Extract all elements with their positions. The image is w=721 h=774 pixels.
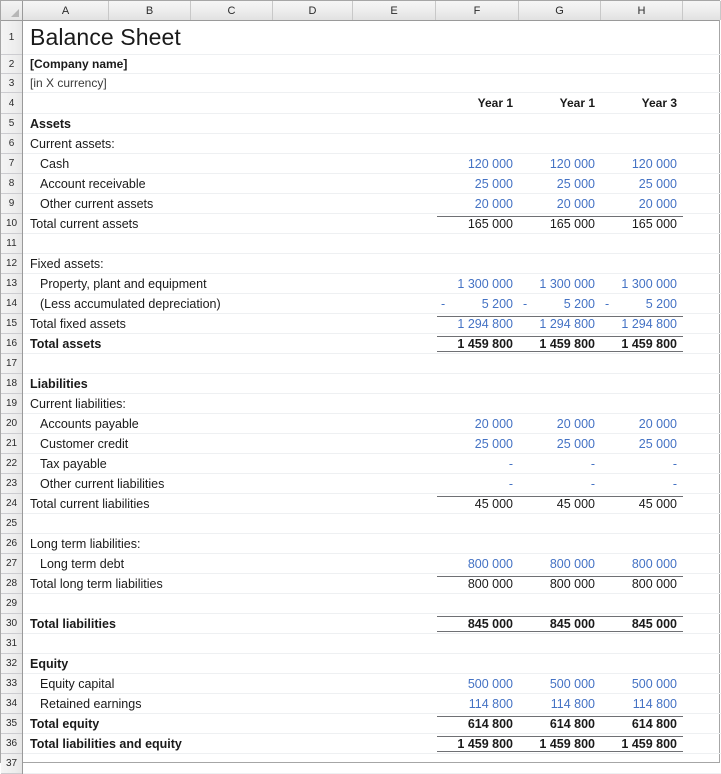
- row-label[interactable]: Retained earnings: [40, 696, 142, 711]
- cell-value[interactable]: 1 300 000: [457, 276, 513, 291]
- column-header-row: [1, 1, 719, 21]
- row-label[interactable]: Tax payable: [40, 456, 107, 471]
- cell-value[interactable]: 20 000: [638, 416, 677, 431]
- row-header-9[interactable]: 9: [1, 194, 22, 214]
- cell-value[interactable]: Year 3: [641, 96, 677, 110]
- cell-value[interactable]: 1 294 800: [519, 316, 601, 331]
- table-row: [23, 154, 721, 174]
- row-header-1[interactable]: 1: [1, 21, 22, 55]
- cells-area: [23, 21, 721, 774]
- cell-value[interactable]: 114 800: [632, 696, 677, 711]
- column-header-d[interactable]: D: [273, 1, 353, 20]
- table-row: [23, 134, 721, 154]
- row-header-21[interactable]: 21: [1, 434, 22, 454]
- table-row: [23, 414, 721, 434]
- table-row: [23, 454, 721, 474]
- row-label[interactable]: Accounts payable: [40, 416, 139, 431]
- column-header-g[interactable]: G: [519, 1, 601, 20]
- table-row: [23, 234, 721, 254]
- table-row: [23, 734, 721, 754]
- column-header-e[interactable]: E: [353, 1, 436, 20]
- cell-value[interactable]: -: [508, 456, 513, 471]
- column-header-c[interactable]: C: [191, 1, 273, 20]
- cell-value[interactable]: -: [590, 456, 595, 471]
- row-header-23[interactable]: 23: [1, 474, 22, 494]
- cell-value[interactable]: -: [672, 476, 677, 491]
- cell-value[interactable]: 845 000: [519, 616, 601, 632]
- cell-value[interactable]: 800 000: [437, 576, 519, 591]
- cell-value[interactable]: 25 000: [474, 436, 513, 451]
- table-row: [23, 254, 721, 274]
- cell-value[interactable]: 25 000: [638, 436, 677, 451]
- row-label[interactable]: [Company name]: [30, 57, 128, 71]
- row-header-22[interactable]: 22: [1, 454, 22, 474]
- cell-value[interactable]: 25 000: [556, 176, 595, 191]
- row-label[interactable]: Equity capital: [40, 676, 115, 691]
- cell-value[interactable]: 20 000: [474, 416, 513, 431]
- row-label[interactable]: Balance Sheet: [30, 24, 181, 50]
- row-header-13[interactable]: 13: [1, 274, 22, 294]
- cell-value[interactable]: 614 800: [519, 716, 601, 731]
- table-row: [23, 614, 721, 634]
- cell-value[interactable]: Year 1: [477, 96, 513, 110]
- row-label[interactable]: Property, plant and equipment: [40, 276, 207, 291]
- row-label[interactable]: (Less accumulated depreciation): [40, 296, 221, 311]
- table-row: [23, 93, 721, 114]
- table-row: [23, 714, 721, 734]
- table-row: [23, 314, 721, 334]
- cell-value[interactable]: 1 300 000: [539, 276, 595, 291]
- row-label[interactable]: Total fixed assets: [30, 316, 126, 331]
- row-header-25[interactable]: 25: [1, 514, 22, 534]
- cell-value[interactable]: -: [590, 476, 595, 491]
- row-label[interactable]: Total liabilities and equity: [30, 736, 182, 751]
- cell-value[interactable]: 45 000: [437, 496, 519, 511]
- row-header-11[interactable]: 11: [1, 234, 22, 254]
- cell-value[interactable]: 120 000: [631, 156, 677, 171]
- table-row: [23, 21, 721, 55]
- row-header-36[interactable]: 36: [1, 734, 22, 754]
- table-row: [23, 194, 721, 214]
- row-header-35[interactable]: 35: [1, 714, 22, 734]
- row-header-5[interactable]: 5: [1, 114, 22, 134]
- cell-value[interactable]: 500 000: [549, 676, 595, 691]
- column-header-blank[interactable]: [683, 1, 721, 20]
- table-row: [23, 654, 721, 674]
- cell-number: 5 200: [563, 296, 595, 311]
- cell-value[interactable]: 114 800: [468, 696, 513, 711]
- row-header-3[interactable]: 3: [1, 74, 22, 93]
- table-row: [23, 574, 721, 594]
- row-label[interactable]: Total long term liabilities: [30, 576, 163, 591]
- row-header-7[interactable]: 7: [1, 154, 22, 174]
- cell-value[interactable]: 165 000: [519, 216, 601, 231]
- table-row: [23, 55, 721, 74]
- row-header-37[interactable]: 37: [1, 754, 22, 774]
- cell-value[interactable]: 1 459 800: [437, 736, 519, 752]
- row-label[interactable]: Total equity: [30, 716, 100, 731]
- row-header-28[interactable]: 28: [1, 574, 22, 594]
- cell-value[interactable]: [601, 297, 683, 311]
- row-label[interactable]: Account receivable: [40, 176, 146, 191]
- cell-value[interactable]: -: [508, 476, 513, 491]
- row-header-24[interactable]: 24: [1, 494, 22, 514]
- table-row: [23, 394, 721, 414]
- cell-number: 5 200: [645, 296, 677, 311]
- table-row: [23, 274, 721, 294]
- table-row: [23, 214, 721, 234]
- cell-value[interactable]: 165 000: [437, 216, 519, 231]
- cell-value[interactable]: 1 459 800: [519, 736, 601, 752]
- select-all-button[interactable]: [1, 1, 23, 20]
- row-header-33[interactable]: 33: [1, 674, 22, 694]
- cell-value[interactable]: 800 000: [549, 556, 595, 571]
- cell-value[interactable]: 500 000: [631, 676, 677, 691]
- column-header-f[interactable]: F: [436, 1, 519, 20]
- cell-value[interactable]: 800 000: [631, 556, 677, 571]
- cell-value[interactable]: [437, 297, 519, 311]
- cell-value[interactable]: 845 000: [437, 616, 519, 632]
- row-header-34[interactable]: 34: [1, 694, 22, 714]
- cell-value[interactable]: 20 000: [474, 196, 513, 211]
- cell-value[interactable]: 114 800: [550, 696, 595, 711]
- table-row: [23, 354, 721, 374]
- cell-value[interactable]: 800 000: [467, 556, 513, 571]
- row-label[interactable]: Customer credit: [40, 436, 129, 451]
- cell-value[interactable]: Year 1: [559, 96, 595, 110]
- table-row: [23, 294, 721, 314]
- row-label[interactable]: [in X currency]: [30, 76, 107, 90]
- row-label[interactable]: Total liabilities: [30, 616, 116, 631]
- cell-value[interactable]: [519, 297, 601, 311]
- cell-value[interactable]: 25 000: [556, 436, 595, 451]
- table-row: [23, 754, 721, 774]
- table-row: [23, 554, 721, 574]
- cell-value[interactable]: 120 000: [467, 156, 513, 171]
- table-row: [23, 74, 721, 93]
- column-header-h[interactable]: H: [601, 1, 683, 20]
- cell-value[interactable]: 120 000: [549, 156, 595, 171]
- row-header-2[interactable]: 2: [1, 55, 22, 74]
- row-header-10[interactable]: 10: [1, 214, 22, 234]
- table-row: [23, 374, 721, 394]
- table-row: [23, 334, 721, 354]
- row-label[interactable]: Assets: [30, 116, 71, 131]
- row-label[interactable]: Long term liabilities:: [30, 536, 141, 551]
- row-label[interactable]: Long term debt: [40, 556, 125, 571]
- cell-value[interactable]: 1 294 800: [437, 316, 519, 331]
- row-label[interactable]: Cash: [40, 156, 70, 171]
- cell-value[interactable]: 500 000: [467, 676, 513, 691]
- row-header-14[interactable]: 14: [1, 294, 22, 314]
- row-label[interactable]: Liabilities: [30, 376, 88, 391]
- table-row: [23, 594, 721, 614]
- table-row: [23, 514, 721, 534]
- cell-value[interactable]: 20 000: [638, 196, 677, 211]
- grid-body: [1, 21, 721, 774]
- cell-value[interactable]: -: [672, 456, 677, 471]
- table-row: [23, 114, 721, 134]
- row-header-6[interactable]: 6: [1, 134, 22, 154]
- table-row: [23, 434, 721, 454]
- row-label[interactable]: Total current liabilities: [30, 496, 150, 511]
- select-all-triangle-icon: [11, 9, 19, 17]
- row-label[interactable]: Fixed assets:: [30, 256, 104, 271]
- cell-value[interactable]: 45 000: [601, 496, 683, 511]
- table-row: [23, 634, 721, 654]
- row-header-16[interactable]: 16: [1, 334, 22, 354]
- row-header-column: [1, 21, 23, 774]
- cell-value[interactable]: 25 000: [474, 176, 513, 191]
- row-header-18[interactable]: 18: [1, 374, 22, 394]
- row-label[interactable]: Total current assets: [30, 216, 139, 231]
- cell-value[interactable]: 614 800: [601, 716, 683, 731]
- cell-value[interactable]: 1 300 000: [621, 276, 677, 291]
- row-header-19[interactable]: 19: [1, 394, 22, 414]
- row-label[interactable]: Other current assets: [40, 196, 154, 211]
- row-header-12[interactable]: 12: [1, 254, 22, 274]
- cell-number: 5 200: [481, 296, 513, 311]
- cell-value[interactable]: 1 459 800: [519, 336, 601, 352]
- negative-sign: -: [605, 296, 610, 311]
- negative-sign: -: [523, 296, 528, 311]
- cell-value[interactable]: 800 000: [519, 576, 601, 591]
- table-row: [23, 534, 721, 554]
- cell-value[interactable]: 800 000: [601, 576, 683, 591]
- negative-sign: -: [441, 296, 446, 311]
- row-label[interactable]: Total assets: [30, 336, 102, 351]
- cell-value[interactable]: 1 459 800: [601, 736, 683, 752]
- row-header-4[interactable]: 4: [1, 93, 22, 114]
- table-row: [23, 674, 721, 694]
- column-header-a[interactable]: A: [23, 1, 109, 20]
- row-header-8[interactable]: 8: [1, 174, 22, 194]
- cell-value[interactable]: 20 000: [556, 416, 595, 431]
- row-header-20[interactable]: 20: [1, 414, 22, 434]
- cell-value[interactable]: 1 294 800: [601, 316, 683, 331]
- row-header-31[interactable]: 31: [1, 634, 22, 654]
- row-header-27[interactable]: 27: [1, 554, 22, 574]
- row-label[interactable]: Equity: [30, 656, 69, 671]
- row-header-15[interactable]: 15: [1, 314, 22, 334]
- table-row: [23, 174, 721, 194]
- row-header-32[interactable]: 32: [1, 654, 22, 674]
- cell-value[interactable]: 45 000: [519, 496, 601, 511]
- cell-value[interactable]: 25 000: [638, 176, 677, 191]
- table-row: [23, 494, 721, 514]
- table-row: [23, 474, 721, 494]
- cell-value[interactable]: 20 000: [556, 196, 595, 211]
- cell-value[interactable]: 1 459 800: [437, 336, 519, 352]
- table-row: [23, 694, 721, 714]
- cell-value[interactable]: 165 000: [601, 216, 683, 231]
- row-header-29[interactable]: 29: [1, 594, 22, 614]
- cell-value[interactable]: 1 459 800: [601, 336, 683, 352]
- column-header-b[interactable]: B: [109, 1, 191, 20]
- row-label[interactable]: Current assets:: [30, 136, 115, 151]
- row-header-17[interactable]: 17: [1, 354, 22, 374]
- row-header-30[interactable]: 30: [1, 614, 22, 634]
- cell-value[interactable]: 614 800: [437, 716, 519, 731]
- row-label[interactable]: Current liabilities:: [30, 396, 126, 411]
- row-label[interactable]: Other current liabilities: [40, 476, 165, 491]
- row-header-26[interactable]: 26: [1, 534, 22, 554]
- cell-value[interactable]: 845 000: [601, 616, 683, 632]
